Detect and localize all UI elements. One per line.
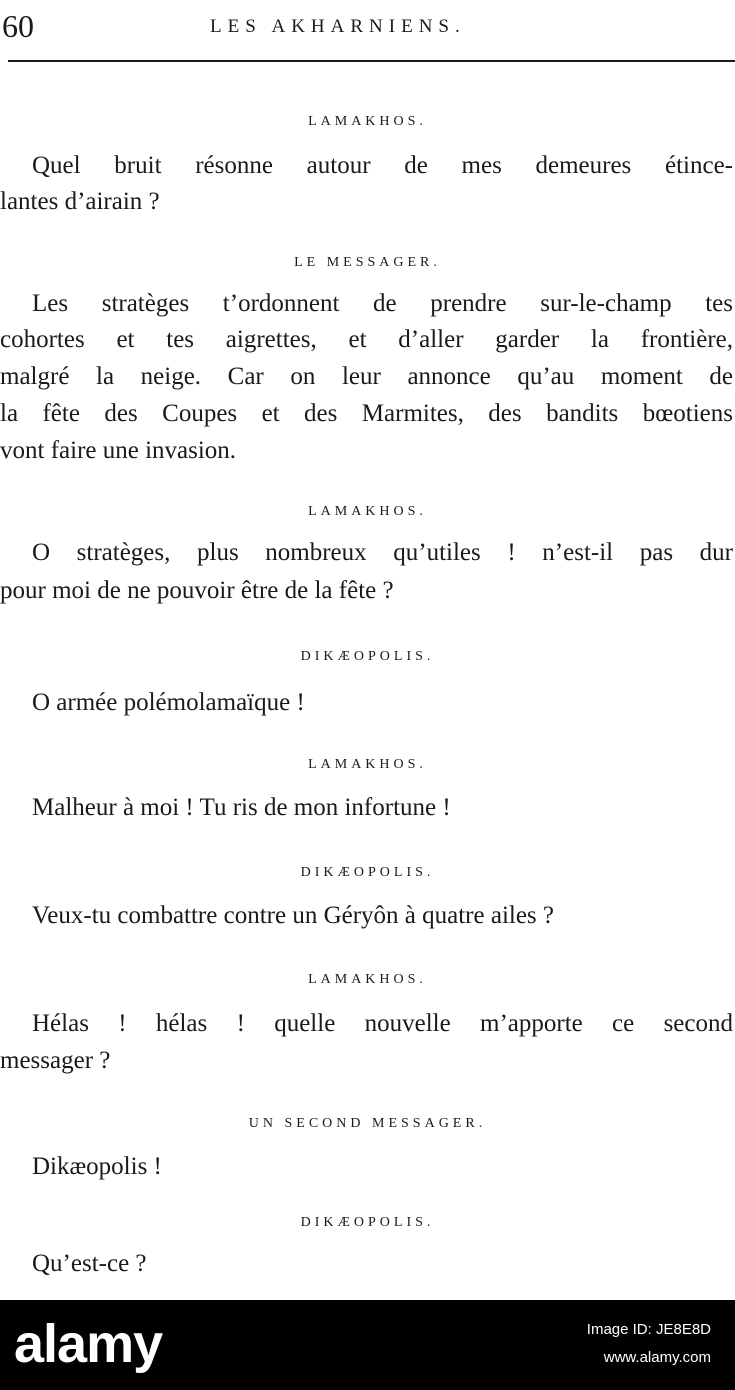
running-head <box>0 6 735 50</box>
dialogue-line: Quel bruit résonne autour de mes demeures étince- <box>32 152 733 179</box>
dialogue-line: Hélas ! hélas ! quelle nouvelle m’apporte ce second <box>32 1010 733 1037</box>
speaker-heading: LE MESSAGER. <box>294 255 441 270</box>
header-rule <box>8 60 735 62</box>
dialogue-line: la fête des Coupes et des Marmites, des bandits bœotiens <box>0 400 733 427</box>
image-id-label: Image ID: JE8E8D <box>586 1321 711 1338</box>
alamy-logo: alamy <box>14 1314 163 1374</box>
speaker-heading: LAMAKHOS. <box>308 504 427 519</box>
dialogue-line: cohortes et tes aigrettes, et d’aller garder la frontière, <box>0 326 733 353</box>
speaker-heading: DIKÆOPOLIS. <box>300 649 435 664</box>
dialogue-line: vont faire une invasion. <box>0 437 237 464</box>
dialogue-line: Qu’est-ce ? <box>32 1250 147 1277</box>
alamy-url: www.alamy.com <box>603 1349 711 1366</box>
dialogue-line: lantes d’airain ? <box>0 188 160 215</box>
running-title: LES AKHARNIENS. <box>210 16 466 37</box>
dialogue-line: Les stratèges t’ordonnent de prendre sur-le-champ tes <box>32 290 733 317</box>
speaker-heading: DIKÆOPOLIS. <box>300 1215 435 1230</box>
speaker-heading: DIKÆOPOLIS. <box>300 865 435 880</box>
speaker-heading: UN SECOND MESSAGER. <box>248 1116 487 1131</box>
speaker-heading: LAMAKHOS. <box>308 757 427 772</box>
speaker-heading: LAMAKHOS. <box>308 972 427 987</box>
dialogue-line: Veux-tu combattre contre un Géryôn à quatre ailes ? <box>32 902 555 929</box>
page-number: 60 <box>2 8 34 44</box>
dialogue-line: O stratèges, plus nombreux qu’utiles ! n’est-il pas dur <box>32 539 733 566</box>
dialogue-line: malgré la neige. Car on leur annonce qu’au moment de <box>0 363 733 390</box>
dialogue-line: Dikæopolis ! <box>32 1153 162 1180</box>
dialogue-line: pour moi de ne pouvoir être de la fête ? <box>0 577 394 604</box>
dialogue-line: messager ? <box>0 1047 111 1074</box>
watermark-footer-bar <box>0 1300 735 1390</box>
dialogue-line: Malheur à moi ! Tu ris de mon infortune ! <box>32 794 451 821</box>
speaker-heading: LAMAKHOS. <box>308 114 427 129</box>
dialogue-line: O armée polémolamaïque ! <box>32 689 305 716</box>
